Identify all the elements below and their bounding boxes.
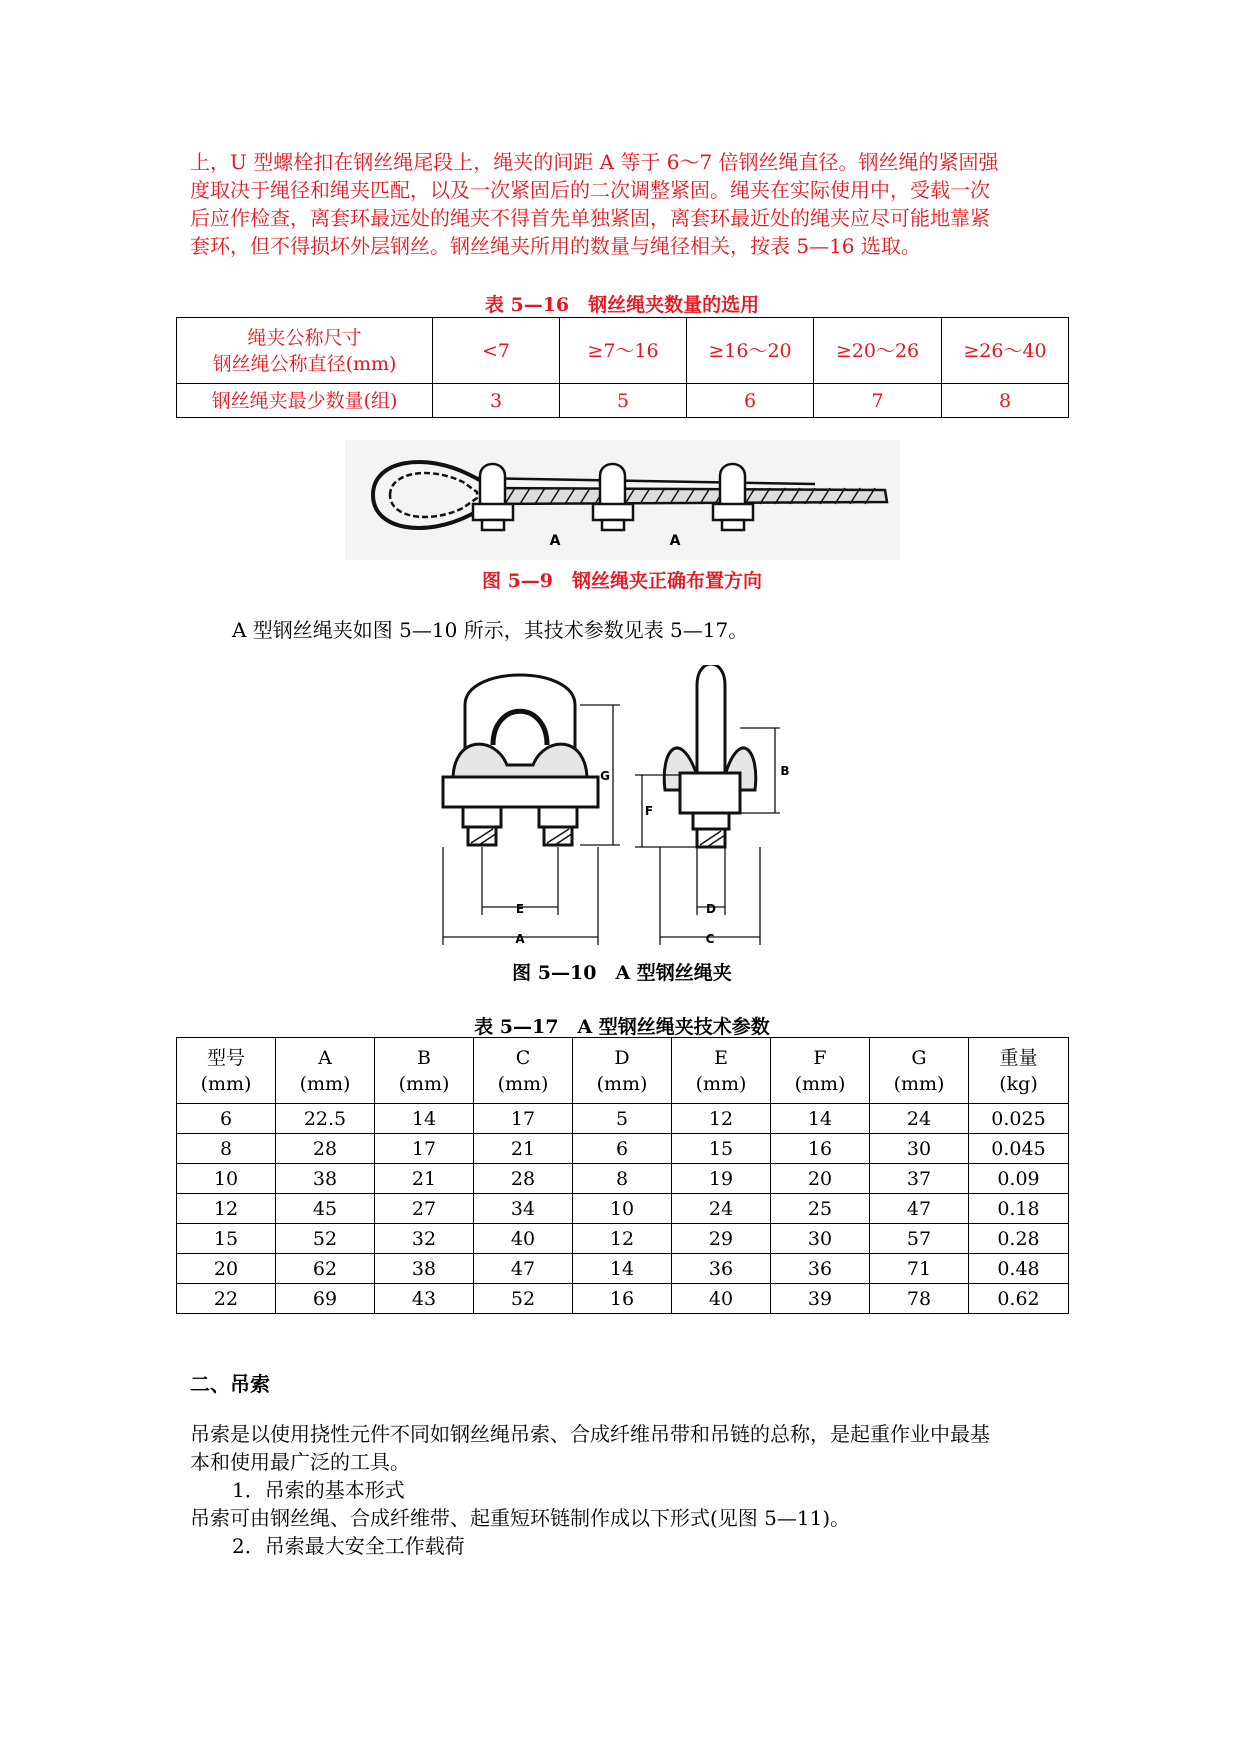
table-cell: 36	[771, 1254, 870, 1284]
header-cell: A (mm)	[276, 1038, 375, 1104]
table-cell: 0.28	[969, 1224, 1069, 1254]
table-cell: 71	[870, 1254, 969, 1284]
intro-line: 度取决于绳径和绳夹匹配，以及一次紧固后的二次调整紧固。绳夹在实际使用中，受载一次	[190, 178, 990, 202]
range-cell: <7	[433, 318, 560, 384]
figure-5-9-drawing	[345, 440, 900, 560]
table-cell: 69	[276, 1284, 375, 1314]
dim-b-label: B	[780, 764, 790, 778]
table-cell: 0.18	[969, 1194, 1069, 1224]
table-516-caption: 表 5—16 钢丝绳夹数量的选用	[484, 294, 760, 316]
table-cell: 10	[573, 1194, 672, 1224]
section-heading: 二、吊索	[190, 1372, 270, 1396]
table-row	[177, 1224, 1069, 1254]
table-cell: 78	[870, 1284, 969, 1314]
table-cell: 38	[276, 1164, 375, 1194]
table-row	[177, 1134, 1069, 1164]
table-cell: 43	[375, 1284, 474, 1314]
table-cell: 34	[474, 1194, 573, 1224]
header-cell: G (mm)	[870, 1038, 969, 1104]
table-cell: 47	[474, 1254, 573, 1284]
table-cell: 17	[375, 1134, 474, 1164]
paragraph-a-clip: A 型钢丝绳夹如图 5—10 所示，其技术参数见表 5—17。	[232, 618, 749, 642]
table-cell: 40	[672, 1284, 771, 1314]
figure-5-10-caption: 图 5—10 A 型钢丝绳夹	[512, 962, 732, 984]
header-line: 绳夹公称尺寸	[247, 326, 362, 349]
table-516	[176, 317, 1069, 418]
table-517	[176, 1037, 1069, 1314]
table-cell: 20	[177, 1254, 276, 1284]
table-cell: 8	[573, 1164, 672, 1194]
table-header-row	[177, 1038, 1069, 1104]
table-cell: 16	[573, 1284, 672, 1314]
table-cell: 6	[177, 1104, 276, 1134]
table-cell: 36	[672, 1254, 771, 1284]
table-cell: 28	[474, 1164, 573, 1194]
header-cell: F (mm)	[771, 1038, 870, 1104]
table-cell: 21	[474, 1134, 573, 1164]
table-cell: 52	[474, 1284, 573, 1314]
table-517-body	[177, 1104, 1069, 1314]
table-cell: 47	[870, 1194, 969, 1224]
table-cell: 30	[771, 1224, 870, 1254]
range-cell: ≥26～40	[942, 318, 1069, 384]
table-cell: 16	[771, 1134, 870, 1164]
dim-d-label: D	[706, 902, 716, 916]
header-cell: E (mm)	[672, 1038, 771, 1104]
header-cell: B (mm)	[375, 1038, 474, 1104]
count-cell: 6	[687, 384, 814, 418]
table-row	[177, 1284, 1069, 1314]
header-cell: C (mm)	[474, 1038, 573, 1104]
table-cell: 52	[276, 1224, 375, 1254]
spacing-label: A	[669, 533, 681, 549]
count-cell: 8	[942, 384, 1069, 418]
table-row	[177, 1254, 1069, 1284]
table-cell: 8	[177, 1134, 276, 1164]
figure-5-10-drawing	[435, 665, 810, 955]
range-cell: ≥20～26	[814, 318, 942, 384]
intro-line: 套环，但不得损坏外层钢丝。钢丝绳夹所用的数量与绳径相关，按表 5—16 选取。	[190, 234, 921, 258]
table-cell: 45	[276, 1194, 375, 1224]
table-cell: 20	[771, 1164, 870, 1194]
table-cell: 29	[672, 1224, 771, 1254]
table-cell: 62	[276, 1254, 375, 1284]
table-cell: 0.48	[969, 1254, 1069, 1284]
table-row	[177, 1104, 1069, 1134]
table-cell: 5	[573, 1104, 672, 1134]
intro-line: 上，U 型螺栓扣在钢丝绳尾段上，绳夹的间距 A 等于 6～7 倍钢丝绳直径。钢丝绳的紧固强	[190, 150, 999, 174]
table-cell: 40	[474, 1224, 573, 1254]
table-517-caption: 表 5—17 A 型钢丝绳夹技术参数	[474, 1016, 770, 1038]
table-cell: 12	[177, 1194, 276, 1224]
body-line: 吊索是以使用挠性元件不同如钢丝绳吊索、合成纤维吊带和吊链的总称，是起重作业中最基	[190, 1422, 990, 1446]
table-cell: 24	[870, 1104, 969, 1134]
table-cell: 6	[573, 1134, 672, 1164]
dim-a-label: A	[515, 932, 525, 946]
table-cell: 27	[375, 1194, 474, 1224]
table-cell: 38	[375, 1254, 474, 1284]
table-cell: 12	[573, 1224, 672, 1254]
table-cell: 25	[771, 1194, 870, 1224]
table-cell: 28	[276, 1134, 375, 1164]
table-row	[177, 1194, 1069, 1224]
table-cell: 22	[177, 1284, 276, 1314]
header-line: 钢丝绳公称直径(mm)	[212, 352, 397, 375]
dim-c-label: C	[705, 932, 715, 946]
table-cell: 24	[672, 1194, 771, 1224]
list-item-1: 1．吊索的基本形式	[232, 1478, 405, 1502]
table-cell: 0.62	[969, 1284, 1069, 1314]
range-cell: ≥16～20	[687, 318, 814, 384]
table-cell: 57	[870, 1224, 969, 1254]
table-cell: 14	[375, 1104, 474, 1134]
table-cell: 0.09	[969, 1164, 1069, 1194]
body-line: 本和使用最广泛的工具。	[190, 1450, 410, 1474]
table-cell: 15	[672, 1134, 771, 1164]
dim-g-label: G	[600, 769, 610, 783]
table-cell: 32	[375, 1224, 474, 1254]
section-body	[190, 1420, 990, 1560]
dim-f-label: F	[644, 804, 654, 818]
intro-line: 后应作检查，离套环最远处的绳夹不得首先单独紧固，离套环最近处的绳夹应尽可能地靠紧	[190, 206, 990, 230]
table-cell: 0.025	[969, 1104, 1069, 1134]
table-cell: 14	[573, 1254, 672, 1284]
table-cell: 37	[870, 1164, 969, 1194]
count-cell: 7	[814, 384, 942, 418]
table-cell: 15	[177, 1224, 276, 1254]
table-cell: 14	[771, 1104, 870, 1134]
header-cell: 型号 (mm)	[177, 1038, 276, 1104]
spacing-label: A	[549, 533, 561, 549]
table-row	[177, 318, 1069, 384]
table-cell: 0.045	[969, 1134, 1069, 1164]
table-cell: 17	[474, 1104, 573, 1134]
table-row	[177, 384, 1069, 418]
intro-paragraph	[190, 148, 999, 260]
count-cell: 3	[433, 384, 560, 418]
figure-5-9-caption: 图 5—9 钢丝绳夹正确布置方向	[481, 570, 763, 592]
list-item-1-body: 吊索可由钢丝绳、合成纤维带、起重短环链制作成以下形式(见图 5—11)。	[190, 1506, 851, 1530]
table-cell: 10	[177, 1164, 276, 1194]
table-cell: 39	[771, 1284, 870, 1314]
table-header-cell	[177, 318, 433, 384]
table-cell: 30	[870, 1134, 969, 1164]
header-cell: 重量 (kg)	[969, 1038, 1069, 1104]
dim-e-label: E	[515, 902, 525, 916]
header-cell: D (mm)	[573, 1038, 672, 1104]
range-cell: ≥7～16	[560, 318, 687, 384]
list-item-2: 2．吊索最大安全工作载荷	[232, 1534, 465, 1558]
table-row	[177, 1164, 1069, 1194]
row-label-cell: 钢丝绳夹最少数量(组)	[177, 384, 433, 418]
table-cell: 21	[375, 1164, 474, 1194]
count-cell: 5	[560, 384, 687, 418]
table-cell: 19	[672, 1164, 771, 1194]
table-cell: 12	[672, 1104, 771, 1134]
table-cell: 22.5	[276, 1104, 375, 1134]
